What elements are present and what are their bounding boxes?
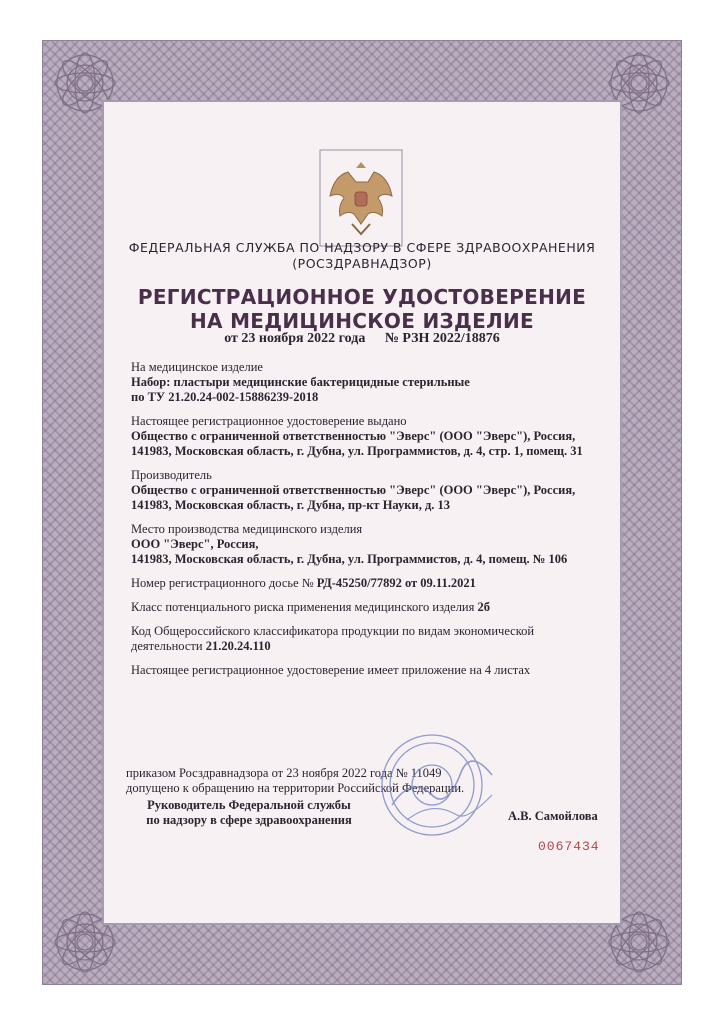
document-title: РЕГИСТРАЦИОННОЕ УДОСТОВЕРЕНИЕ — [137, 285, 587, 309]
manufacturer-label: Производитель — [131, 468, 212, 482]
official-stamp-icon — [372, 730, 502, 850]
okpd-label-2: деятельности — [131, 639, 203, 653]
certificate-number: № РЗН 2022/18876 — [384, 331, 500, 346]
dossier-section — [131, 576, 601, 591]
coat-of-arms-icon — [318, 148, 404, 248]
order-line: приказом Росздравнадзора от 23 ноября 2022 года № 11049 — [126, 766, 442, 780]
issued-address: 141983, Московская область, г. Дубна, ул. Программистов, д. 4, стр. 1, помещ. 31 — [131, 444, 583, 458]
admission-line: допущено к обращению на территории Российской Федерации. — [126, 781, 465, 795]
dossier-label: Номер регистрационного досье № — [131, 576, 314, 590]
production-company: ООО "Эверс", Россия, — [131, 537, 259, 551]
agency-short-name: (РОСЗДРАВНАДЗОР) — [292, 256, 432, 271]
okpd-section — [131, 624, 601, 654]
manufacturer-company: Общество с ограниченной ответственностью "Эверс" (ООО "Эверс"), Россия, — [131, 483, 576, 497]
signatory-name: А.В. Самойлова — [508, 809, 598, 823]
dossier-value: РД-45250/77892 от 09.11.2021 — [316, 576, 476, 590]
certificate-date-number — [102, 331, 622, 347]
issued-label: Настоящее регистрационное удостоверение выдано — [131, 414, 407, 428]
certificate-date: от 23 ноября 2022 года — [224, 331, 366, 346]
serial-number: 0067434 — [538, 839, 600, 854]
okpd-label: Код Общероссийского классификатора продукции по видам экономической — [131, 624, 535, 638]
device-spec: по ТУ 21.20.24-002-15886239-2018 — [131, 390, 319, 404]
device-name: Набор: пластыри медицинские бактерицидные стерильные — [131, 375, 470, 389]
appendix-note: Настоящее регистрационное удостоверение имеет приложение на 4 листах — [131, 663, 531, 677]
certificate-sheet — [42, 40, 682, 985]
okpd-value: 21.20.24.110 — [205, 639, 271, 653]
manufacturer-section — [131, 468, 601, 513]
production-label: Место производства медицинского изделия — [131, 522, 363, 536]
certificate-body — [131, 360, 601, 687]
risk-value: 2б — [477, 600, 490, 614]
document-subtitle: НА МЕДИЦИНСКОЕ ИЗДЕЛИЕ — [189, 309, 534, 333]
manufacturer-address: 141983, Московская область, г. Дубна, пр-кт Науки, д. 13 — [131, 498, 451, 512]
device-section — [131, 360, 601, 405]
signatory-title-line2: по надзору в сфере здравоохранения — [146, 813, 352, 827]
risk-label: Класс потенциального риска применения медицинского изделия — [131, 600, 475, 614]
issued-section — [131, 414, 601, 459]
signatory-title — [124, 798, 374, 828]
signatory-title-line1: Руководитель Федеральной службы — [147, 798, 351, 812]
production-address: 141983, Московская область, г. Дубна, ул. Программистов, д. 4, помещ. № 106 — [131, 552, 568, 566]
agency-name: ФЕДЕРАЛЬНАЯ СЛУЖБА ПО НАДЗОРУ В СФЕРЕ ЗДРАВООХРАНЕНИЯ — [128, 240, 596, 255]
risk-section — [131, 600, 601, 615]
issued-company: Общество с ограниченной ответственностью "Эверс" (ООО "Эверс"), Россия, — [131, 429, 576, 443]
production-section — [131, 522, 601, 567]
device-label: На медицинское изделие — [131, 360, 263, 374]
order-section — [126, 766, 586, 796]
